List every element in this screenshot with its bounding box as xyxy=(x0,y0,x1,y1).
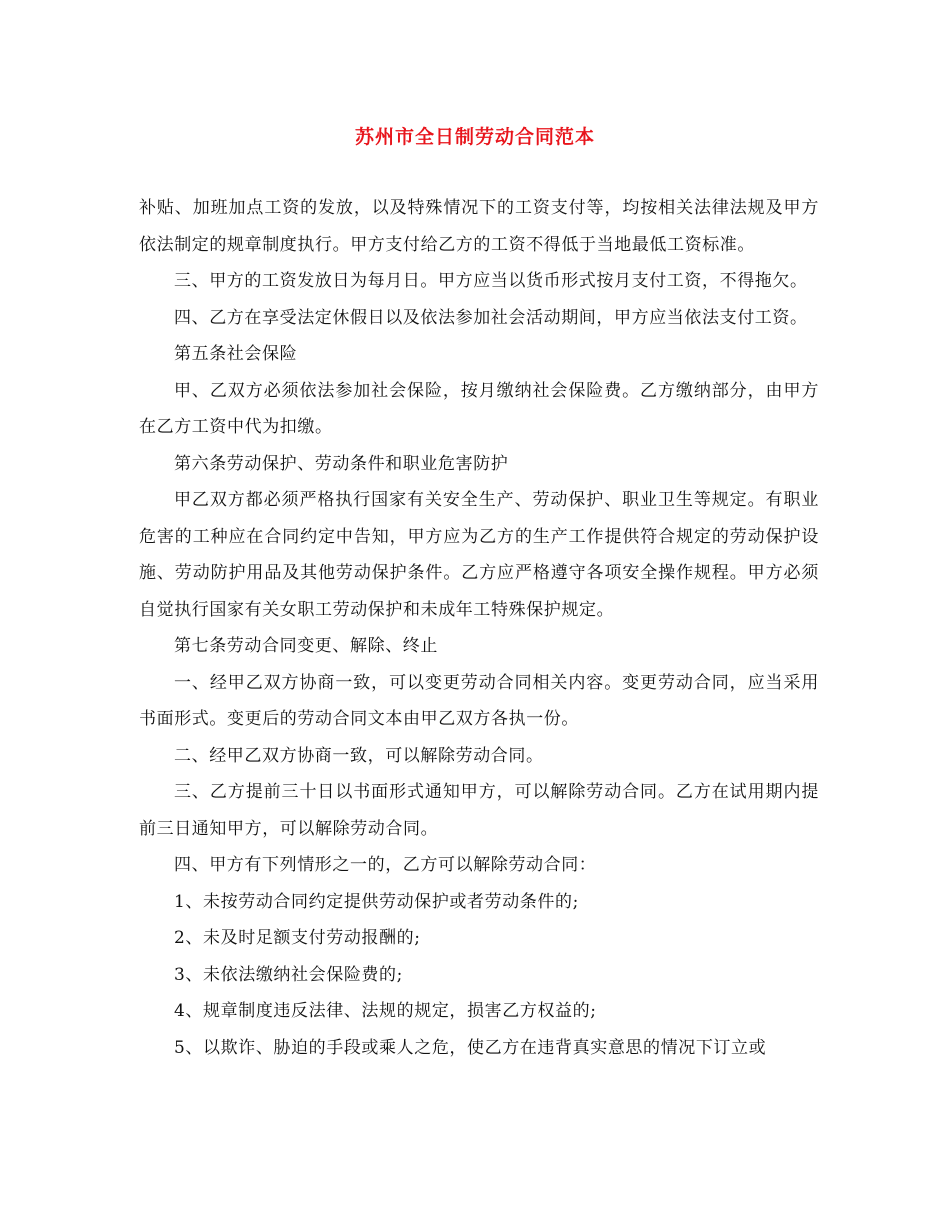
paragraph-notice-termination: 三、乙方提前三十日以书面形式通知甲方，可以解除劳动合同。乙方在试用期内提前三日通知甲方，可以解除劳动合同。 xyxy=(139,782,819,839)
list-item: 1、未按劳动合同约定提供劳动保护或者劳动条件的; xyxy=(174,891,579,912)
list-item: 2、未及时足额支付劳动报酬的; xyxy=(174,928,421,948)
paragraph-holiday-pay: 四、乙方在享受法定休假日以及依法参加社会活动期间，甲方应当依法支付工资。 xyxy=(174,307,808,328)
list-item: 4、规章制度违反法律、法规的规定，损害乙方权益的; xyxy=(174,1001,597,1021)
document-title: 苏州市全日制劳动合同范本 xyxy=(354,126,595,148)
paragraph-employee-termination-conditions: 四、甲方有下列情形之一的，乙方可以解除劳动合同： xyxy=(174,855,597,875)
document-body xyxy=(139,190,819,1066)
section-heading-contract-change: 第七条劳动合同变更、解除、终止 xyxy=(174,636,438,656)
paragraph-wage-payment: 补贴、加班加点工资的发放，以及特殊情况下的工资支付等，均按相关法律法规及甲方依法制定的规章制度执行。甲方支付给乙方的工资不得低于当地最低工资标准。 xyxy=(139,198,819,255)
paragraph-social-insurance: 甲、乙双方必须依法参加社会保险，按月缴纳社会保险费。乙方缴纳部分，由甲方在乙方工资中代为扣缴。 xyxy=(139,380,819,437)
paragraph-mutual-termination: 二、经甲乙双方协商一致，可以解除劳动合同。 xyxy=(174,745,544,766)
paragraph-contract-change: 一、经甲乙双方协商一致，可以变更劳动合同相关内容。变更劳动合同，应当采用书面形式。变更后的劳动合同文本由甲乙双方各执一份。 xyxy=(139,672,819,729)
paragraph-labor-protection: 甲乙双方都必须严格执行国家有关安全生产、劳动保护、职业卫生等规定。有职业危害的工种应在合同约定中告知，甲方应为乙方的生产工作提供符合规定的劳动保护设施、劳动防护用品及其他劳动保护条件。乙方应严格遵守各项安全操作规程。甲方必须自觉执行国家有关女职工劳动保护和未成年工特殊保护规定。 xyxy=(139,490,819,620)
list-item: 3、未依法缴纳社会保险费的; xyxy=(174,964,403,985)
list-item: 5、以欺诈、胁迫的手段或乘人之危，使乙方在违背真实意思的情况下订立或 xyxy=(174,1037,767,1058)
paragraph-payday: 三、甲方的工资发放日为每月日。甲方应当以货币形式按月支付工资，不得拖欠。 xyxy=(174,271,808,291)
section-heading-labor-protection: 第六条劳动保护、劳动条件和职业危害防护 xyxy=(174,453,509,474)
section-heading-social-insurance: 第五条社会保险 xyxy=(174,344,298,364)
